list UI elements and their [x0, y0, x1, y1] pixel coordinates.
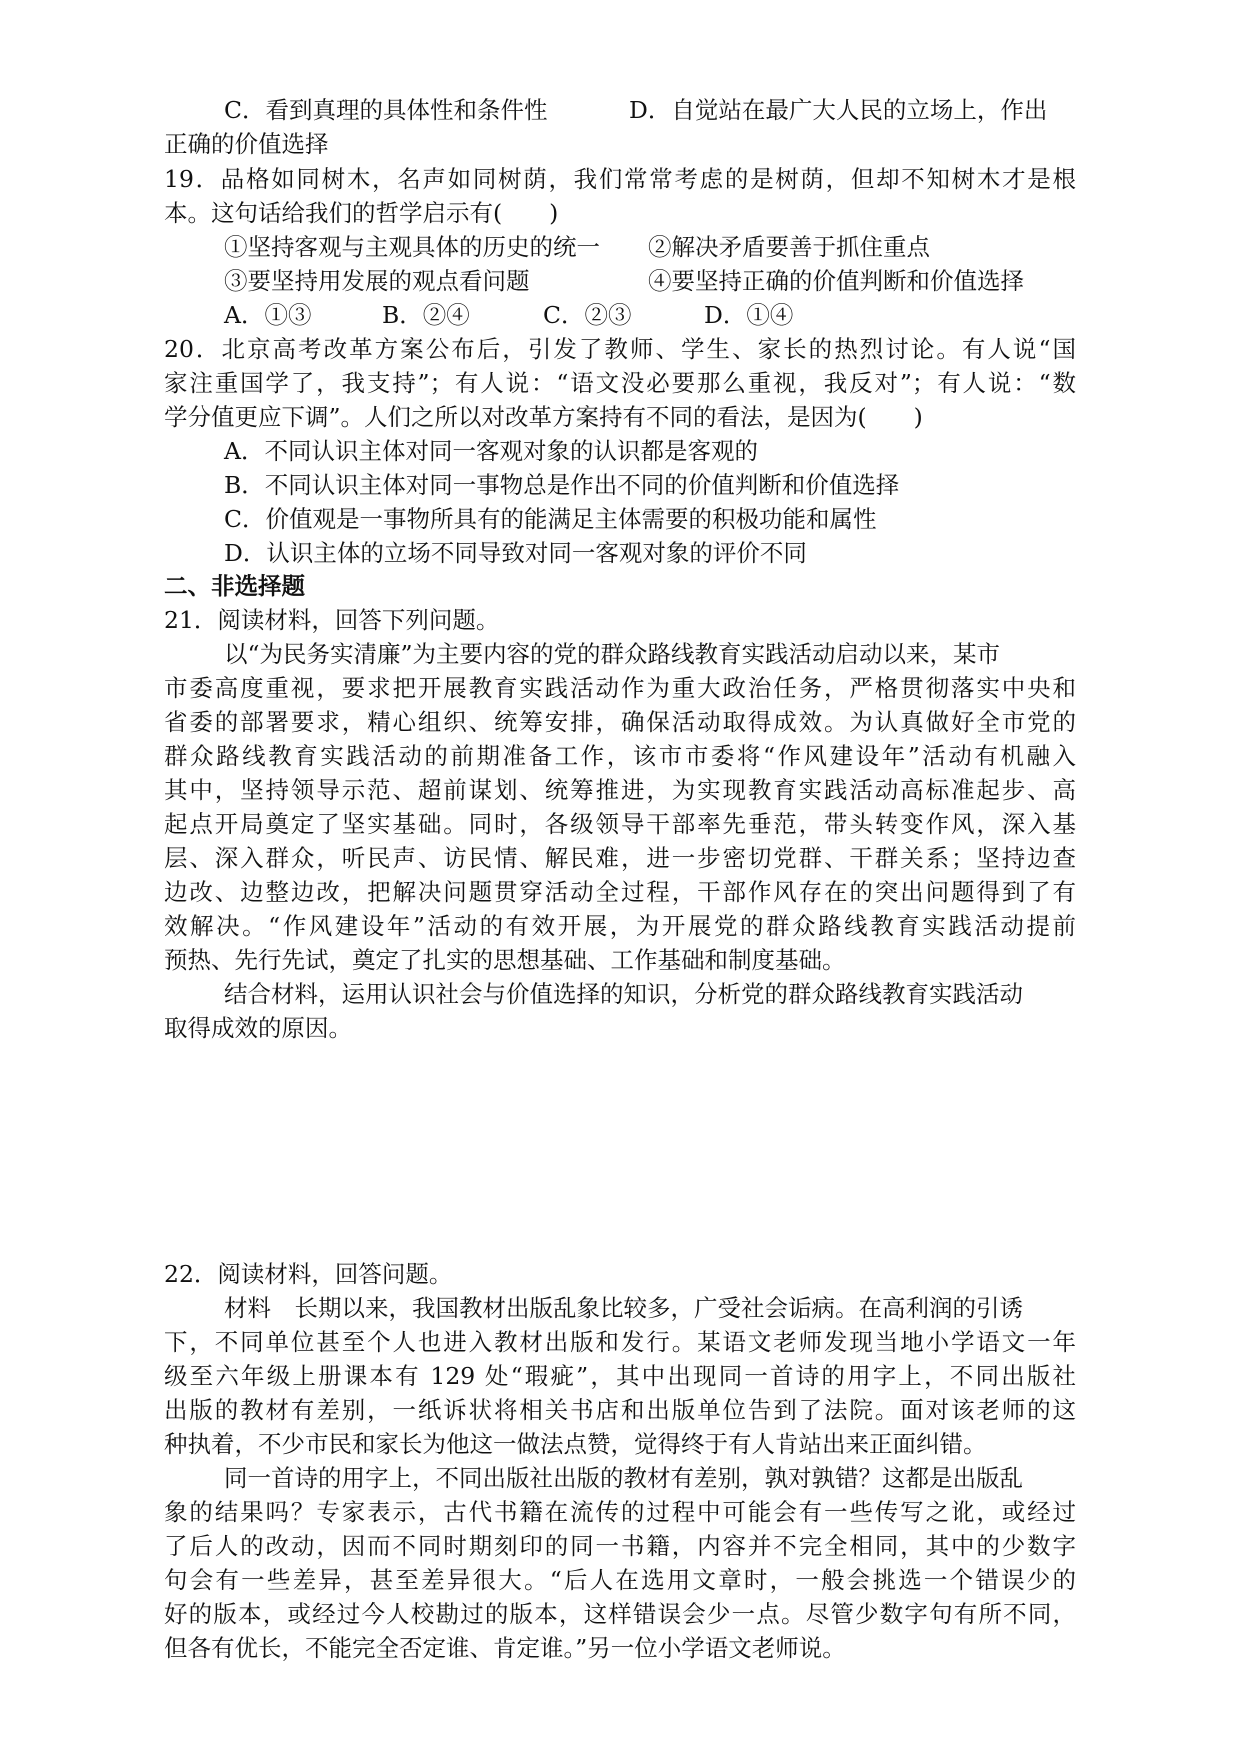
q21-stem: 21．阅读材料，回答下列问题。	[164, 606, 500, 634]
q20-option-c: C．价值观是一事物所具有的能满足主体需要的积极功能和属性	[224, 505, 877, 533]
q19-option-b: B．②④	[382, 301, 470, 329]
q20-option-a: A．不同认识主体对同一客观对象的认识都是客观的	[224, 437, 758, 465]
q18-option-c: C．看到真理的具体性和条件性	[224, 96, 548, 124]
q18-option-d-continued: 正确的价值选择	[164, 130, 329, 158]
q19-item-3: ③要坚持用发展的观点看问题	[224, 267, 530, 295]
q22-material-line: 种执着，不少市民和家长为他这一做法点赞，觉得终于有人肯站出来正面纠错。	[164, 1430, 987, 1458]
q19-option-c: C．②③	[543, 301, 632, 329]
q21-material-line: 起点开局奠定了坚实基础。同时，各级领导干部率先垂范，带头转变作风，深入基	[164, 810, 1076, 838]
q22-material-line: 下，不同单位甚至个人也进入教材出版和发行。某语文老师发现当地小学语文一年	[164, 1328, 1076, 1356]
q19-options-row	[224, 298, 1136, 332]
q18-option-d: D．自觉站在最广大人民的立场上，作出	[629, 96, 1048, 124]
q20-option-b: B．不同认识主体对同一事物总是作出不同的价值判断和价值选择	[224, 471, 900, 499]
q20-option-d: D．认识主体的立场不同导致对同一客观对象的评价不同	[224, 539, 807, 567]
q22-material-line: 同一首诗的用字上，不同出版社出版的教材有差别，孰对孰错？这都是出版乱	[224, 1464, 1023, 1492]
q22-material-line: 了后人的改动，因而不同时期刻印的同一书籍，内容并不完全相同，其中的少数字	[164, 1532, 1076, 1560]
q19-stem-line-2: 本。这句话给我们的哲学启示有( )	[164, 199, 559, 227]
q22-material-line: 材料 长期以来，我国教材出版乱象比较多，广受社会诟病。在高利润的引诱	[224, 1294, 1023, 1322]
q19-option-d: D．①④	[704, 301, 794, 329]
q19-items-row-1	[224, 230, 1136, 264]
section-heading-non-choice: 二、非选择题	[164, 572, 305, 600]
q21-material-line: 层、深入群众，听民声、访民情、解民难，进一步密切党群、干群关系；坚持边查	[164, 844, 1076, 872]
q18-options-line	[224, 93, 1136, 127]
q20-stem-line-1: 20．北京高考改革方案公布后，引发了教师、学生、家长的热烈讨论。有人说“国	[164, 335, 1076, 363]
q22-material-line: 级至六年级上册课本有 129 处“瑕疵”，其中出现同一首诗的用字上，不同出版社	[164, 1362, 1076, 1390]
q21-material-line: 省委的部署要求，精心组织、统筹安排，确保活动取得成效。为认真做好全市党的	[164, 708, 1076, 736]
q21-question-line-1: 结合材料，运用认识社会与价值选择的知识，分析党的群众路线教育实践活动	[224, 980, 1023, 1008]
q21-material-line: 边改、边整边改，把解决问题贯穿活动全过程，干部作风存在的突出问题得到了有	[164, 878, 1076, 906]
q19-items-row-2	[224, 264, 1136, 298]
q19-item-2: ②解决矛盾要善于抓住重点	[648, 233, 930, 261]
q19-option-a: A．①③	[224, 301, 312, 329]
q21-question-line-2: 取得成效的原因。	[164, 1014, 352, 1042]
q21-material-line: 其中，坚持领导示范、超前谋划、统筹推进，为实现教育实践活动高标准起步、高	[164, 776, 1076, 804]
q22-material-line: 但各有优长，不能完全否定谁、肯定谁。”另一位小学语文老师说。	[164, 1634, 846, 1662]
q22-material-line: 象的结果吗？专家表示，古代书籍在流传的过程中可能会有一些传写之讹，或经过	[164, 1498, 1076, 1526]
q22-material-line: 出版的教材有差别，一纸诉状将相关书店和出版单位告到了法院。面对该老师的这	[164, 1396, 1076, 1424]
q22-stem: 22．阅读材料，回答问题。	[164, 1260, 453, 1288]
q22-material-line: 句会有一些差异，甚至差异很大。“后人在选用文章时，一般会挑选一个错误少的	[164, 1566, 1076, 1594]
q20-stem-line-3: 学分值更应下调”。人们之所以对改革方案持有不同的看法，是因为( )	[164, 403, 923, 431]
q19-item-1: ①坚持客观与主观具体的历史的统一	[224, 233, 600, 261]
q20-stem-line-2: 家注重国学了，我支持”；有人说：“语文没必要那么重视，我反对”；有人说：“数	[164, 369, 1076, 397]
q21-material-line: 市委高度重视，要求把开展教育实践活动作为重大政治任务，严格贯彻落实中央和	[164, 674, 1076, 702]
q22-material-line: 好的版本，或经过今人校勘过的版本，这样错误会少一点。尽管少数字句有所不同，	[164, 1600, 1076, 1628]
q19-item-4: ④要坚持正确的价值判断和价值选择	[648, 267, 1024, 295]
q21-material-line: 以“为民务实清廉”为主要内容的党的群众路线教育实践活动启动以来，某市	[224, 640, 1001, 668]
q21-material-line: 群众路线教育实践活动的前期准备工作，该市市委将“作风建设年”活动有机融入	[164, 742, 1076, 770]
q21-material-line: 效解决。“作风建设年”活动的有效开展，为开展党的群众路线教育实践活动提前	[164, 912, 1076, 940]
q19-stem-line-1: 19．品格如同树木，名声如同树荫，我们常常考虑的是树荫，但却不知树木才是根	[164, 165, 1076, 193]
q21-material-line: 预热、先行先试，奠定了扎实的思想基础、工作基础和制度基础。	[164, 946, 846, 974]
